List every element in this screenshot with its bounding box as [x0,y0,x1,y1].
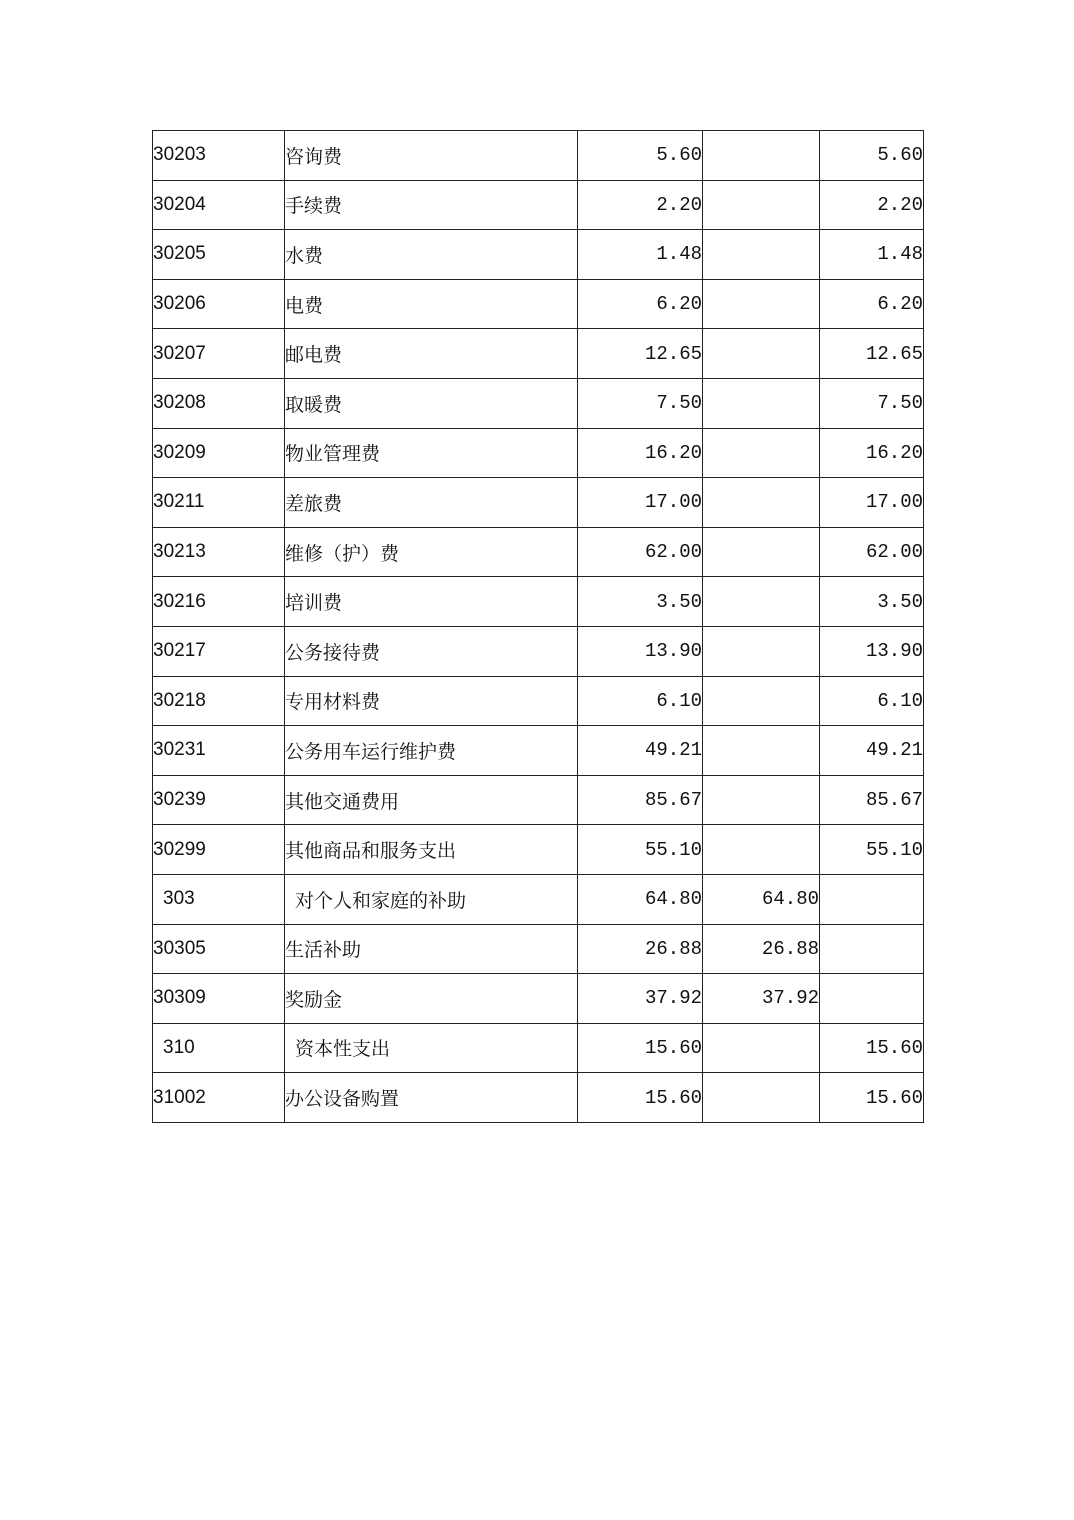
table-row [153,626,924,676]
row-total: 5.60 [578,131,703,181]
row-total: 16.20 [578,428,703,478]
row-basic [703,230,820,280]
row-total: 13.90 [578,626,703,676]
row-code: 30205 [153,230,285,280]
table-row [153,230,924,280]
row-basic [703,825,820,875]
row-total: 6.10 [578,676,703,726]
row-name: 办公设备购置 [285,1073,578,1123]
row-total: 62.00 [578,527,703,577]
table-row [153,577,924,627]
row-total: 6.20 [578,279,703,329]
row-code: 30207 [153,329,285,379]
row-code: 30211 [153,478,285,528]
row-code: 30213 [153,527,285,577]
table-row [153,924,924,974]
table-row [153,775,924,825]
table-row-category [153,874,924,924]
table-row [153,676,924,726]
row-name: 咨询费 [285,131,578,181]
row-project [820,924,924,974]
row-name: 邮电费 [285,329,578,379]
row-basic [703,577,820,627]
row-total: 85.67 [578,775,703,825]
row-name: 其他交通费用 [285,775,578,825]
row-basic [703,775,820,825]
table-row [153,279,924,329]
row-project: 2.20 [820,180,924,230]
row-basic [703,1073,820,1123]
row-total: 1.48 [578,230,703,280]
row-code: 30216 [153,577,285,627]
row-total: 15.60 [578,1023,703,1073]
row-code: 30209 [153,428,285,478]
row-total: 26.88 [578,924,703,974]
row-project: 62.00 [820,527,924,577]
table-row-category [153,1023,924,1073]
row-basic [703,428,820,478]
row-project: 13.90 [820,626,924,676]
row-code: 310 [153,1023,285,1073]
budget-table-body [153,131,924,1123]
row-code: 303 [153,874,285,924]
row-code: 30239 [153,775,285,825]
row-basic [703,180,820,230]
table-row [153,825,924,875]
row-project: 5.60 [820,131,924,181]
row-name: 其他商品和服务支出 [285,825,578,875]
row-total: 12.65 [578,329,703,379]
row-name: 对个人和家庭的补助 [285,874,578,924]
row-basic [703,378,820,428]
row-name: 物业管理费 [285,428,578,478]
row-name: 电费 [285,279,578,329]
row-name: 水费 [285,230,578,280]
row-total: 7.50 [578,378,703,428]
row-basic [703,626,820,676]
row-project [820,874,924,924]
row-basic [703,527,820,577]
row-basic: 37.92 [703,974,820,1024]
row-project: 17.00 [820,478,924,528]
table-row [153,428,924,478]
row-name: 培训费 [285,577,578,627]
row-project: 49.21 [820,726,924,776]
row-total: 55.10 [578,825,703,875]
row-name: 奖励金 [285,974,578,1024]
row-total: 2.20 [578,180,703,230]
table-row [153,378,924,428]
row-code: 30218 [153,676,285,726]
budget-table [152,130,924,1123]
table-row [153,974,924,1024]
row-project: 12.65 [820,329,924,379]
row-total: 49.21 [578,726,703,776]
table-row [153,1073,924,1123]
row-project: 3.50 [820,577,924,627]
row-total: 37.92 [578,974,703,1024]
table-row [153,131,924,181]
row-name: 维修（护）费 [285,527,578,577]
row-basic [703,131,820,181]
row-name: 公务接待费 [285,626,578,676]
row-name: 手续费 [285,180,578,230]
row-name: 生活补助 [285,924,578,974]
row-code: 30231 [153,726,285,776]
row-project: 15.60 [820,1073,924,1123]
row-basic [703,726,820,776]
row-project: 55.10 [820,825,924,875]
row-code: 31002 [153,1073,285,1123]
row-name: 取暖费 [285,378,578,428]
table-row [153,478,924,528]
row-basic [703,676,820,726]
table-row [153,726,924,776]
row-name: 差旅费 [285,478,578,528]
budget-table-container [152,130,923,1123]
row-code: 30204 [153,180,285,230]
row-project: 85.67 [820,775,924,825]
row-project: 1.48 [820,230,924,280]
row-code: 30206 [153,279,285,329]
table-row [153,527,924,577]
row-project: 7.50 [820,378,924,428]
row-basic [703,1023,820,1073]
row-total: 64.80 [578,874,703,924]
row-code: 30299 [153,825,285,875]
row-total: 3.50 [578,577,703,627]
row-basic: 26.88 [703,924,820,974]
row-code: 30309 [153,974,285,1024]
row-project: 6.10 [820,676,924,726]
row-basic: 64.80 [703,874,820,924]
row-code: 30208 [153,378,285,428]
row-name: 资本性支出 [285,1023,578,1073]
row-project: 6.20 [820,279,924,329]
row-basic [703,329,820,379]
row-name: 专用材料费 [285,676,578,726]
row-total: 17.00 [578,478,703,528]
row-name: 公务用车运行维护费 [285,726,578,776]
row-basic [703,478,820,528]
row-project: 15.60 [820,1023,924,1073]
row-code: 30217 [153,626,285,676]
row-project [820,974,924,1024]
table-row [153,180,924,230]
table-row [153,329,924,379]
row-code: 30203 [153,131,285,181]
row-basic [703,279,820,329]
row-project: 16.20 [820,428,924,478]
row-code: 30305 [153,924,285,974]
row-total: 15.60 [578,1073,703,1123]
